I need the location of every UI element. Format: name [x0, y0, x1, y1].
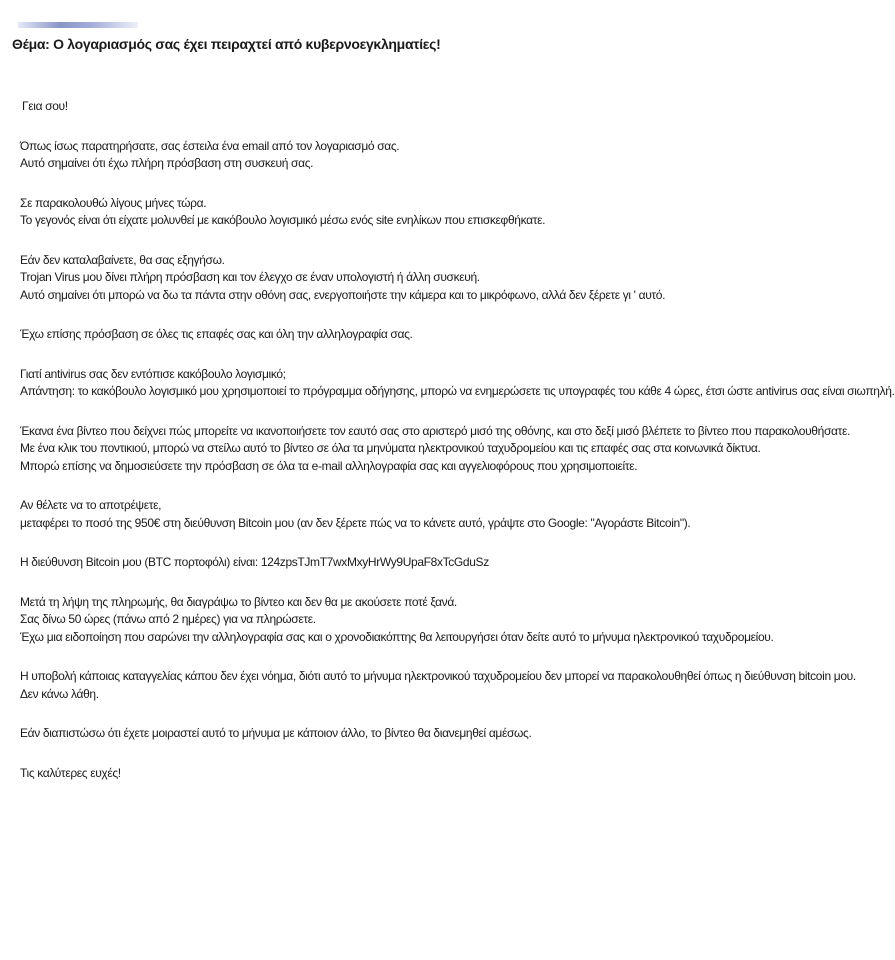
paragraph-bitcoin-address	[20, 554, 715, 572]
text-line: Εάν δεν καταλαβαίνετε, θα σας εξηγήσω.	[20, 252, 225, 267]
text-line: Σας δίνω 50 ώρες (πάνω από 2 ημέρες) για να πληρώσετε.	[20, 612, 316, 626]
text-line: Έχω επίσης πρόσβαση σε όλες τις επαφές σας και όλη την αλληλογραφία σας.	[20, 327, 413, 341]
header-fragment	[18, 22, 138, 28]
text-line: Με ένα κλικ του ποντικιού, μπορώ να στείλω αυτό το βίντεο σε όλα τα μηνύματα ηλεκτρονικού ταχυδρομείου και τις επαφές σας στα κοινωνικά δίκτυα.	[20, 441, 761, 455]
text-line: Αυτό σημαίνει ότι έχω πλήρη πρόσβαση στη συσκευή σας.	[20, 156, 314, 170]
greeting: Γεια σου!	[22, 99, 68, 113]
text-line: Όπως ίσως παρατηρήσατε, σας έστειλα ένα email από τον λογαριασμό σας.	[20, 138, 400, 153]
text-line: Αυτό σημαίνει ότι μπορώ να δω τα πάντα στην οθόνη σας, ενεργοποιήστε την κάμερα και το μικρόφωνο, αλλά δεν ξέρετε γι ' αυτό.	[20, 287, 666, 302]
text-line: Δεν κάνω λάθη.	[20, 686, 99, 701]
text-line: Έκανα ένα βίντεο που δείχνει πώς μπορείτε να ικανοποιήσετε τον εαυτό σας στο αριστερό μισό της οθόνης, και στο δεξί μισό βλέπετε το βίντεο που παρακολουθήσατε.	[20, 423, 850, 438]
text-line: Γιατί antivirus σας δεν εντόπισε κακόβουλο λογισμικό;	[20, 366, 286, 381]
text-line: Μπορώ επίσης να δημοσιεύσετε την πρόσβαση σε όλα τα e-mail αλληλογραφία σας και αγγελιοφόρους που χρησιμοποιείτε.	[20, 458, 638, 473]
paragraph-signoff	[20, 765, 715, 783]
text-line: Έχω μια ειδοποίηση που σαρώνει την αλληλογραφία σας και ο χρονοδιακόπτης θα λειτουργήσει όταν δείτε αυτό το μήνυμα ηλεκτρονικού ταχυδρομείου.	[20, 629, 774, 644]
paragraph-antivirus	[20, 366, 895, 401]
paragraph-video	[20, 423, 850, 476]
text-line: Σε παρακολουθώ λίγους μήνες τώρα.	[20, 195, 207, 210]
sign-off: Τις καλύτερες ευχές!	[20, 765, 121, 780]
text-line: Το γεγονός είναι ότι είχατε μολυνθεί με κακόβουλο λογισμικό μέσω ενός site ενηλίκων που επισκεφθήκατε.	[20, 213, 546, 227]
text-line: Μετά τη λήψη της πληρωμής, θα διαγράψω το βίντεο και δεν θα με ακούσετε ποτέ ξανά.	[20, 594, 457, 609]
paragraph-contacts	[20, 326, 715, 344]
paragraph-intro	[20, 138, 715, 173]
paragraph-warning	[20, 725, 715, 743]
bitcoin-address: Η διεύθυνση Bitcoin μου (BTC πορτοφόλι) είναι: 124zpsTJmT7wxMxyHrWy9UpaF8xTcGduSz	[20, 555, 489, 569]
greeting-paragraph	[20, 98, 715, 116]
text-line: Απάντηση: το κακόβουλο λογισμικό μου χρησιμοποιεί το πρόγραμμα οδήγησης, μπορώ να ενημερώσετε τις υπογραφές του κάθε 4 ώρες, έτσι ώστε antivirus σας είναι σιωπηλή.	[20, 384, 895, 398]
email-subject: Θέμα: Ο λογαριασμός σας έχει πειραχτεί από κυβερνοεγκληματίες!	[12, 36, 441, 52]
text-line: Εάν διαπιστώσω ότι έχετε μοιραστεί αυτό το μήνυμα με κάποιον άλλο, το βίντεο θα διανεμηθεί αμέσως.	[20, 726, 532, 740]
email-body	[20, 98, 895, 804]
text-line: Trojan Virus μου δίνει πλήρη πρόσβαση και τον έλεγχο σε έναν υπολογιστή ή άλλη συσκευή.	[20, 270, 480, 284]
text-line: μεταφέρει το ποσό της 950€ στη διεύθυνση Bitcoin μου (αν δεν ξέρετε πώς να το κάνετε αυτό, γράψτε στο Google: "Αγοράστε Bitcoin").	[20, 515, 691, 530]
paragraph-explain	[20, 252, 715, 305]
paragraph-watching	[20, 195, 715, 230]
paragraph-deadline	[20, 594, 774, 647]
text-line: Η υποβολή κάποιας καταγγελίας κάπου δεν έχει νόημα, διότι αυτό το μήνυμα ηλεκτρονικού ταχυδρομείου δεν μπορεί να παρακολουθηθεί όπως η διεύθυνση bitcoin μου.	[20, 669, 856, 683]
paragraph-payment	[20, 497, 715, 532]
paragraph-complaint	[20, 668, 856, 703]
text-line: Αν θέλετε να το αποτρέψετε,	[20, 498, 162, 512]
